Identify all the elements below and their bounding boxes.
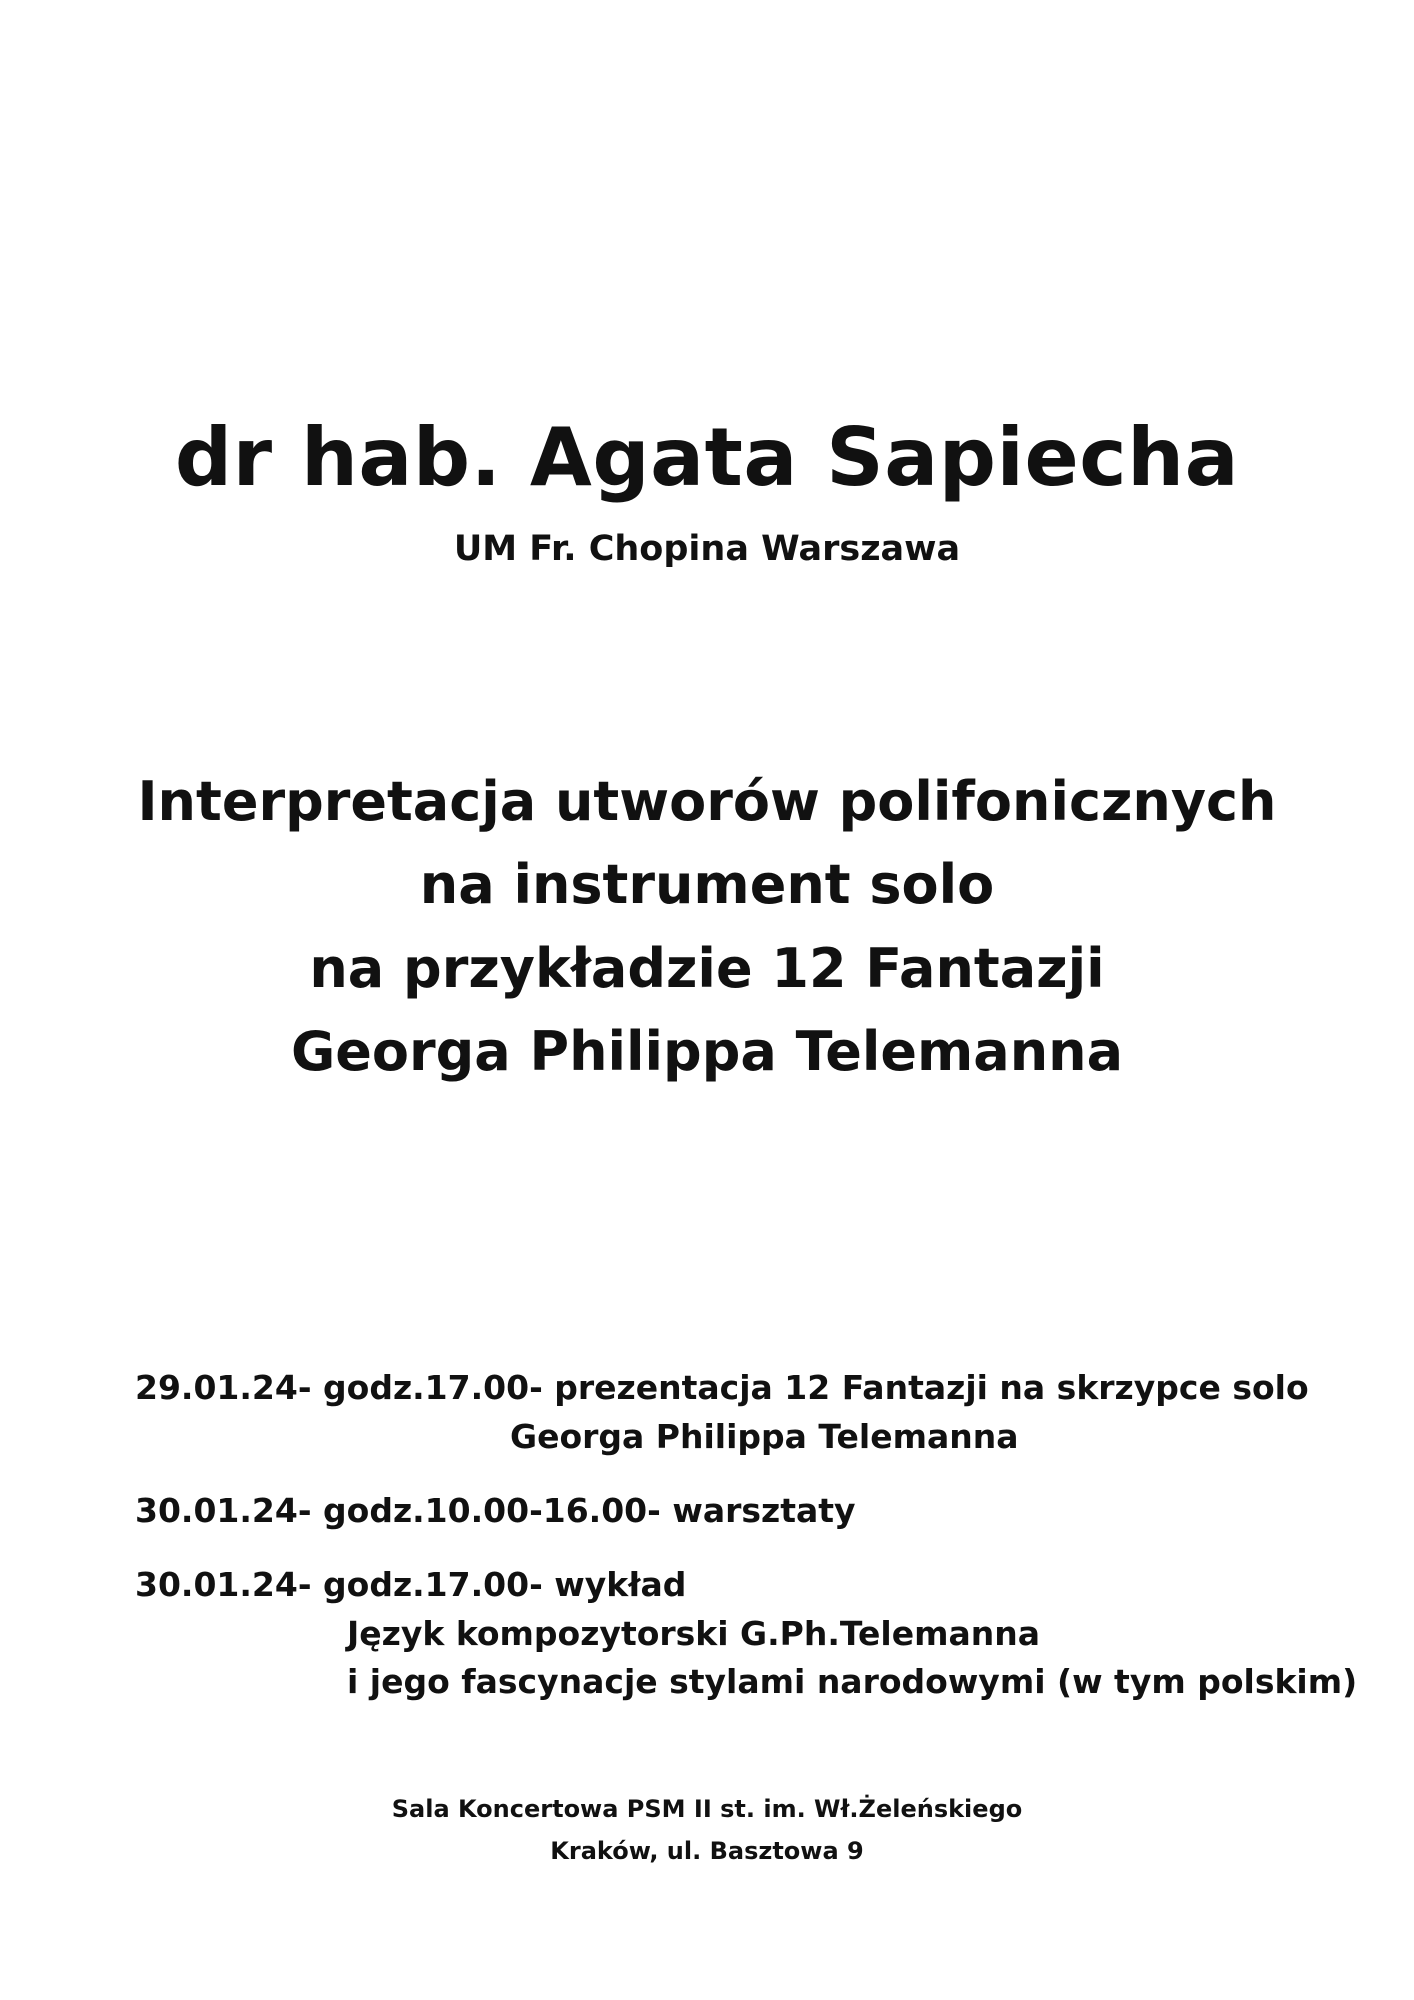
title-line: na instrument solo [419, 853, 995, 916]
schedule-item-continuation: i jego fascynacje stylami narodowymi (w tym polskim) [347, 1662, 1358, 1701]
speaker-name: dr hab. Agata Sapiecha [174, 411, 1240, 504]
venue-address: Kraków, ul. Basztowa 9 [550, 1837, 864, 1865]
schedule-item-lecture: 30.01.24- godz.17.00- wykład [135, 1565, 687, 1604]
venue-name: Sala Koncertowa PSM II st. im. Wł.Żeleńskiego [391, 1795, 1023, 1823]
speaker-affiliation: UM Fr. Chopina Warszawa [453, 529, 961, 569]
title-line: na przykładzie 12 Fantazji [309, 937, 1105, 1000]
title-line: Interpretacja utworów polifonicznych [137, 770, 1277, 833]
schedule-item-workshops: 30.01.24- godz.10.00-16.00- warsztaty [135, 1491, 856, 1530]
schedule-item-presentation: 29.01.24- godz.17.00- prezentacja 12 Fantazji na skrzypce solo [135, 1368, 1309, 1407]
schedule-item-continuation: Georga Philippa Telemanna [510, 1417, 1019, 1456]
schedule-item-continuation: Język kompozytorski G.Ph.Telemanna [347, 1614, 1040, 1653]
title-line: Georga Philippa Telemanna [290, 1020, 1124, 1083]
